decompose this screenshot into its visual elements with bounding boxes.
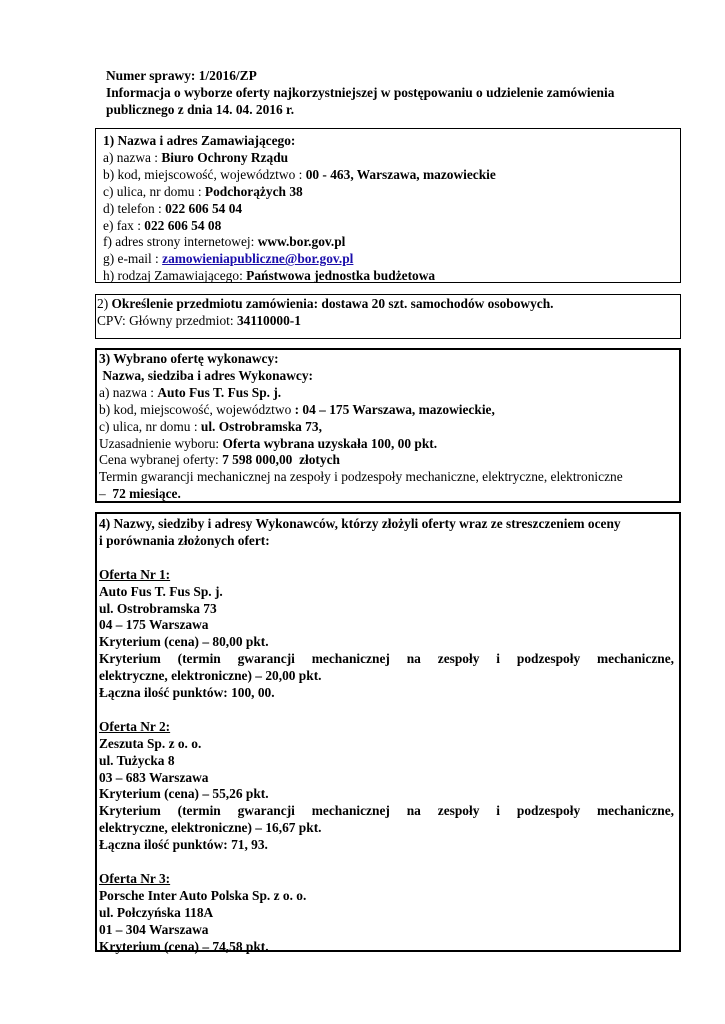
offer-price-label: Cena wybranej oferty:	[99, 452, 223, 468]
section3-subheading: Nazwa, siedziba i adres Wykonawcy:	[99, 367, 314, 383]
selection-reason-value: Oferta wybrana uzyskała 100, 00 pkt.	[222, 435, 438, 451]
selection-reason-label: Uzasadnienie wyboru:	[99, 435, 223, 451]
authority-name-value: Biuro Ochrony Rządu	[161, 149, 289, 165]
authority-name-row	[103, 150, 680, 167]
offer2-total: Łączna ilość punktów: 71, 93.	[99, 837, 268, 853]
offer3-title: Oferta Nr 3:	[99, 870, 171, 886]
offer2-street: ul. Tużycka 8	[99, 752, 175, 768]
offer1-total: Łączna ilość punktów: 100, 00.	[99, 685, 275, 701]
warranty-line-2	[99, 486, 679, 503]
offer2-warranty-line-2: elektryczne, elektroniczne) – 16,67 pkt.	[99, 820, 322, 836]
offer1-city: 04 – 175 Warszawa	[99, 617, 209, 633]
warranty-dash: –	[99, 486, 113, 502]
cpv-row	[97, 313, 680, 330]
contractor-code-row	[99, 402, 679, 419]
warranty-line-1: Termin gwarancji mechanicznej na zespoły i podzespoły mechaniczne, elektryczne, elektroniczne	[99, 469, 623, 485]
offer3-city: 01 – 304 Warszawa	[99, 921, 209, 937]
authority-www-label: f) adres strony internetowej:	[103, 234, 258, 250]
contracting-authority-box	[95, 128, 681, 283]
title-line-1: Informacja o wyborze oferty najkorzystniejszej w postępowaniu o udzielenie zamówienia	[106, 84, 615, 100]
authority-fax-row	[103, 218, 680, 235]
spacer	[99, 854, 674, 871]
offer2-company: Zeszuta Sp. z o. o.	[99, 735, 202, 751]
authority-name-label: a) nazwa :	[103, 149, 162, 165]
spacer	[99, 702, 674, 719]
authority-fax-label: e) fax :	[103, 217, 145, 233]
authority-email-label: g) e-mail :	[103, 251, 163, 267]
offer3-company: Porsche Inter Auto Polska Sp. z o. o.	[99, 887, 307, 903]
offer2-city: 03 – 683 Warszawa	[99, 769, 209, 785]
contractor-name-row	[99, 385, 679, 402]
authority-phone-row	[103, 201, 680, 218]
contractor-code-value: : 04 – 175 Warszawa, mazowieckie,	[294, 401, 495, 417]
section4-heading-line-1: 4) Nazwy, siedziby i adresy Wykonawców, którzy złożyli oferty wraz ze streszczeniem oceny	[99, 516, 621, 531]
contractor-name-value: Auto Fus T. Fus Sp. j.	[157, 384, 282, 400]
authority-www-row	[103, 234, 680, 251]
spacer	[99, 550, 674, 567]
offer1-warranty-line-1: Kryterium (termin gwarancji mechanicznej na zespoły i podzespoły mechaniczne,	[99, 651, 674, 667]
offer3-price-criterion: Kryterium (cena) – 74,58 pkt.	[99, 938, 269, 954]
offer2-title: Oferta Nr 2:	[99, 718, 171, 734]
authority-street-value: Podchorążych 38	[204, 183, 303, 199]
section3-heading: 3) Wybrano ofertę wykonawcy:	[99, 351, 279, 366]
authority-street-label: c) ulica, nr domu :	[103, 183, 205, 199]
contractor-street-row	[99, 419, 679, 436]
offer2-warranty-line-1: Kryterium (termin gwarancji mechanicznej na zespoły i podzespoły mechaniczne,	[99, 803, 674, 819]
offer2-price-criterion: Kryterium (cena) – 55,26 pkt.	[99, 786, 269, 802]
order-subject-value: Określenie przedmiotu zamówienia: dostawa 20 szt. samochodów osobowych.	[111, 296, 554, 311]
offer1-title: Oferta Nr 1:	[99, 566, 171, 582]
contractor-code-label: b) kod, miejscowość, województwo	[99, 401, 295, 417]
offers-summary-box	[95, 512, 681, 952]
authority-code-value: 00 - 463, Warszawa, mazowieckie	[305, 166, 496, 182]
selected-offer-box	[95, 348, 681, 503]
document-header	[106, 68, 696, 119]
cpv-value: 34110000-1	[236, 312, 301, 328]
offer1-company: Auto Fus T. Fus Sp. j.	[99, 583, 223, 599]
section2-number: 2)	[97, 296, 112, 311]
section4-heading-line-2: i porównania złożonych ofert:	[99, 532, 270, 548]
authority-type-row	[103, 268, 680, 285]
authority-phone-value: 022 606 54 04	[165, 200, 243, 216]
authority-fax-value: 022 606 54 08	[144, 217, 222, 233]
authority-email-row	[103, 251, 680, 268]
authority-phone-label: d) telefon :	[103, 200, 166, 216]
title-line-2: publicznego z dnia 14. 04. 2016 r.	[106, 101, 295, 117]
contractor-street-label: c) ulica, nr domu :	[99, 418, 201, 434]
offer1-price-criterion: Kryterium (cena) – 80,00 pkt.	[99, 634, 269, 650]
authority-type-label: h) rodzaj Zamawiającego:	[103, 268, 247, 284]
order-subject-row	[97, 296, 680, 313]
contractor-street-value: ul. Ostrobramska 73,	[200, 418, 322, 434]
warranty-value: 72 miesiące.	[112, 486, 181, 502]
case-number: Numer sprawy: 1/2016/ZP	[106, 68, 257, 83]
offer3-street: ul. Połczyńska 118A	[99, 904, 214, 920]
authority-type-value: Państwowa jednostka budżetowa	[246, 268, 436, 284]
authority-code-label: b) kod, miejscowość, województwo :	[103, 166, 306, 182]
selection-reason-row	[99, 436, 679, 453]
offer1-warranty-line-2: elektryczne, elektroniczne) – 20,00 pkt.	[99, 668, 322, 684]
authority-street-row	[103, 184, 680, 201]
contractor-name-label: a) nazwa :	[99, 384, 158, 400]
order-subject-box	[95, 294, 681, 339]
authority-email-link[interactable]: zamowieniapubliczne@bor.gov.pl	[162, 251, 354, 267]
section1-heading: 1) Nazwa i adres Zamawiającego:	[103, 133, 296, 148]
cpv-label: CPV: Główny przedmiot:	[97, 312, 237, 328]
offer-price-row	[99, 452, 679, 469]
offer-price-value: 7 598 000,00 złotych	[222, 452, 340, 468]
offer1-street: ul. Ostrobramska 73	[99, 600, 217, 616]
authority-code-row	[103, 167, 680, 184]
authority-www-value: www.bor.gov.pl	[257, 234, 346, 250]
